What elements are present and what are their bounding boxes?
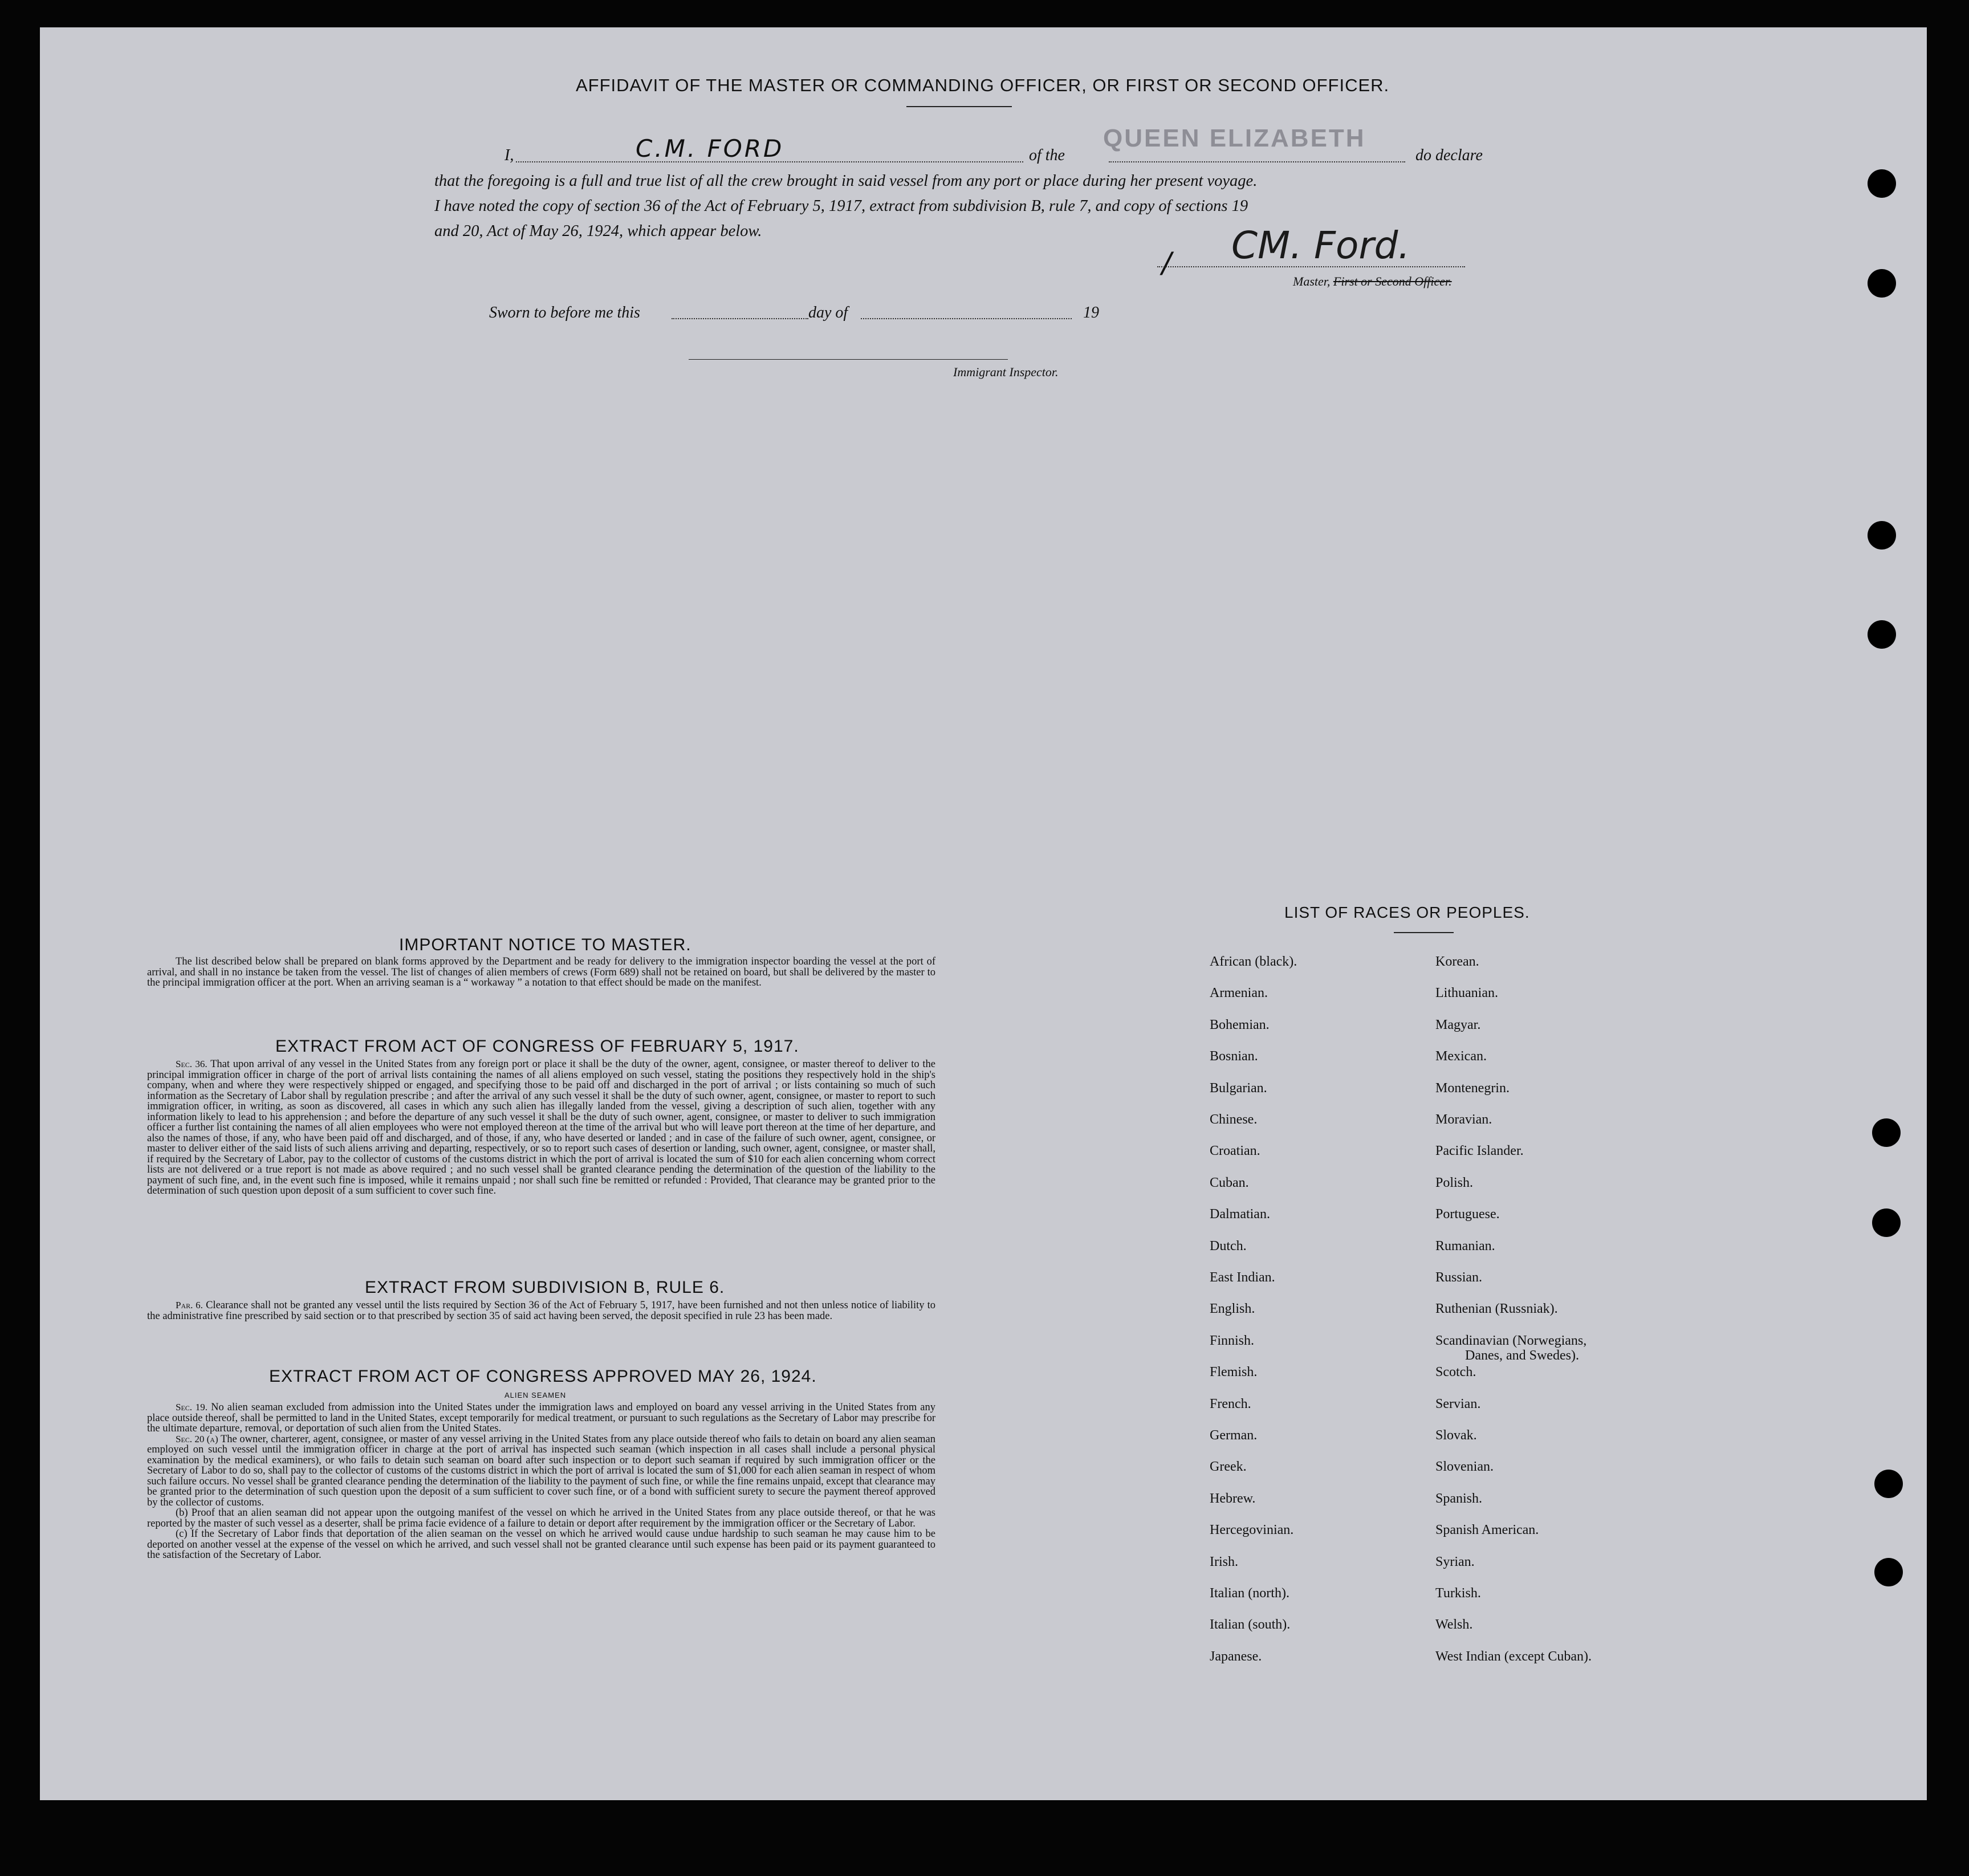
signature-tick: / [1162, 246, 1171, 279]
extract-1917-body [147, 1059, 935, 1197]
alien-seamen-subtitle: ALIEN SEAMEN [505, 1391, 567, 1399]
race-item: Armenian. [1210, 986, 1268, 1001]
race-item: Bulgarian. [1210, 1080, 1267, 1096]
race-item: East Indian. [1210, 1270, 1275, 1285]
race-item: Pacific Islander. [1435, 1143, 1524, 1159]
race-item: Flemish. [1210, 1365, 1258, 1380]
race-item: German. [1210, 1428, 1258, 1443]
race-item: Bohemian. [1210, 1017, 1270, 1032]
rule6-body [147, 1300, 935, 1321]
sec20c-label: (c) [176, 1528, 188, 1540]
extract-1917-title: EXTRACT FROM ACT OF CONGRESS OF FEBRUARY 5, 1917. [275, 1037, 799, 1056]
race-item: Spanish. [1435, 1491, 1483, 1506]
race-item: Scotch. [1435, 1365, 1476, 1380]
race-item: Scandinavian (Norwegians, [1435, 1333, 1587, 1348]
title-underline [906, 106, 1012, 107]
race-item: Hercegovinian. [1210, 1523, 1294, 1538]
race-item: Dalmatian. [1210, 1207, 1270, 1222]
extract-1924-title: EXTRACT FROM ACT OF CONGRESS APPROVED MAY 26, 1924. [269, 1367, 817, 1386]
sworn-day-line [672, 318, 808, 319]
signer-role-master: Master, [1293, 274, 1331, 288]
affidavit-line-4: and 20, Act of May 26, 1924, which appear below. [434, 222, 762, 240]
sec20c-text: If the Secretary of Labor finds that deportation of the alien seaman on the vessel on which he arrived would cause undue hardship to such seaman he may cause him to be deported on another vessel at the expense of the vessel on which he arrived, and such vessel shall not be granted clearance until such expense has been paid or its payment guaranteed to the satisfaction of the Secretary of Labor. [147, 1528, 935, 1561]
race-item: Hebrew. [1210, 1491, 1256, 1506]
sec20b-text: Proof that an alien seaman did not appear upon the outgoing manifest of the vessel on which he arrived in the United States from any place outside thereof, or that he was reported by the master of such vessel as a deserter, shall be prima facie evidence of a failure to detain or deport after requirement by the immigration officer or the Secretary of Labor. [147, 1507, 936, 1529]
sec36-label: Sec. 36. [176, 1059, 208, 1069]
race-item: Montenegrin. [1435, 1080, 1510, 1096]
race-scandinavian-continued: Danes, and Swedes). [1465, 1348, 1579, 1363]
race-item: Mexican. [1435, 1049, 1487, 1064]
punch-hole [1868, 269, 1896, 298]
signature-line [1157, 266, 1465, 267]
punch-hole [1872, 1118, 1901, 1147]
race-item: Polish. [1435, 1175, 1474, 1190]
inspector-line [689, 359, 1008, 360]
vessel-line [1109, 161, 1405, 162]
punch-hole [1874, 1558, 1903, 1586]
punch-hole [1874, 1470, 1903, 1498]
affidavit-title: AFFIDAVIT OF THE MASTER OR COMMANDING OFFICER, OR FIRST OR SECOND OFFICER. [576, 75, 1390, 95]
handwritten-name: C.M. FORD [636, 135, 784, 162]
race-item: Turkish. [1435, 1586, 1481, 1601]
punch-hole [1868, 620, 1896, 649]
race-item: Welsh. [1435, 1617, 1473, 1633]
race-item: Cuban. [1210, 1175, 1249, 1190]
sec20b-label: (b) [176, 1507, 188, 1519]
extract-1924-body [147, 1402, 935, 1561]
race-item: West Indian (except Cuban). [1435, 1649, 1592, 1664]
race-item: French. [1210, 1396, 1251, 1411]
race-item: Bosnian. [1210, 1049, 1258, 1064]
race-item: Italian (south). [1210, 1617, 1291, 1633]
affidavit-line-3: I have noted the copy of section 36 of the Act of February 5, 1917, extract from subdivision B, rule 7, and copy of sections 19 [434, 197, 1248, 215]
race-item: African (black). [1210, 954, 1297, 969]
race-item: Moravian. [1435, 1112, 1492, 1127]
race-item: Dutch. [1210, 1238, 1247, 1254]
vessel-name-stamp: QUEEN ELIZABETH [1103, 124, 1366, 152]
race-item: Korean. [1435, 954, 1479, 969]
race-item: Greek. [1210, 1459, 1247, 1475]
sworn-month-line [861, 318, 1072, 319]
signer-role-struck: First or Second Officer. [1333, 274, 1452, 288]
par6-label: Par. 6. [176, 1300, 203, 1311]
sec20a-text: The owner, charterer, agent, consignee, or master of any vessel arriving in the United States from any place outside thereof who fails to detain on board any alien seaman employed on such vessel until the immigration officer in charge at the port of arrival has inspected such seaman (which inspection in all cases shall include a personal physical examination by the medical examiners), or who fails to detain such seaman on board after such inspection or to deport such seaman if required by such immigration officer or the Secretary of Labor to do so, shall pay to the collector of customs of the customs district in which the port of arrival is located the sum of $1,000 for each alien seaman in respect of whom such failure occurs. No vessel shall be granted clearance pending the determination of the liability to the payment of such fine, or while the fine remains unpaid, except that clearance may be granted prior to the determination of such question upon the deposit of a sum sufficient to cover such fine, or of a bond with sufficient surety to secure the payment thereof approved by the collector of customs. [147, 1433, 936, 1508]
race-item: Italian (north). [1210, 1586, 1289, 1601]
notice-body [147, 957, 935, 988]
inspector-label: Immigrant Inspector. [953, 365, 1059, 379]
signer-role [1293, 274, 1452, 289]
do-declare-label: do declare [1415, 147, 1483, 164]
sec20a-label: Sec. 20 (a) [176, 1433, 218, 1444]
day-of-label: day of [808, 304, 848, 322]
punch-hole [1872, 1208, 1901, 1237]
race-item: Irish. [1210, 1554, 1238, 1569]
races-title-underline [1394, 932, 1454, 933]
race-item: Slovenian. [1435, 1459, 1494, 1475]
race-item: Slovak. [1435, 1428, 1477, 1443]
race-item: Lithuanian. [1435, 986, 1498, 1001]
par6-text: Clearance shall not be granted any vessel until the lists required by Section 36 of the Act of February 5, 1917, have been furnished and not then unless notice of liability to the administrative fine prescribed by said section or to that prescribed by section 35 of said act having been served, the deposit specified in rule 23 has been made. [147, 1300, 936, 1322]
punch-hole [1868, 169, 1896, 198]
races-title: LIST OF RACES OR PEOPLES. [1284, 904, 1530, 921]
race-item: Ruthenian (Russniak). [1435, 1301, 1558, 1317]
sec36-text: That upon arrival of any vessel in the United States from any foreign port or place it shall be the duty of the owner, agent, consignee, or master thereof to deliver to the principal immigration officer in charge of the port of arrival lists containing the names of all aliens employed on such vessel, stating the positions they respectively hold in the ship's company, when and where they were respectively shipped or engaged, and specifying those to be paid off and discharged in the port of arrival ; or lists containing so much of such information as the Secretary of Labor shall by regulation prescribe ; and after the arrival of any such vessel it shall be the duty of such owner, agent, consignee, or master to report to such immigration officer, in writing, as soon as discovered, all cases in which any such alien has illegally landed from the vessel, giving a description of such alien, together with any information likely to lead to his apprehension ; and before the departure of any such vessel it shall be the duty of such owner, agent, consignee, or master to deliver to such immigration officer a further list containing the names of all alien employees who were not employed thereon at the time of the arrival but who will leave port thereon at the time of her departure, and also the names of those, if any, who have been paid off and discharged, and of those, if any, who have deserted or landed ; and in case of the failure of such owner, agent, consignee, or master to deliver either of the said lists of such aliens arriving and departing, respectively, or so to report such cases of desertion or landing, such owner, agent, consignee, or master shall, if required by the Secretary of Labor, pay to the collector of customs of the customs district in which the port of arrival is located the sum of $10 for each alien concerning whom correct lists are not delivered or a true report is not made as above required ; and no such vessel shall be granted clearance pending the determination of the question of the liability to the payment of such fine, and, in the event such fine is imposed, while it remains unpaid ; nor shall such fine be remitted or refunded : Provided, That clearance may be granted prior to the determination of such question upon deposit of a sum sufficient to cover such fine. [147, 1059, 935, 1197]
year-label: 19 [1083, 304, 1099, 322]
sec19-label: Sec. 19. [176, 1402, 208, 1413]
signature: CM. Ford. [1231, 223, 1410, 267]
race-item: Chinese. [1210, 1112, 1258, 1127]
sworn-label: Sworn to before me this [489, 304, 640, 322]
race-item: Japanese. [1210, 1649, 1262, 1664]
race-item: Finnish. [1210, 1333, 1255, 1348]
sec19-text: No alien seaman excluded from admission into the United States under the immigration laws and employed on board any vessel arriving in the United States from any place outside thereof, shall be permitted to land in the United States, except temporarily for medical treatment, or pursuant to such regulations as the Secretary of Labor may prescribe for the ultimate departure, removal, or deportation of such alien from the United States. [147, 1402, 936, 1434]
race-item: Spanish American. [1435, 1523, 1539, 1538]
notice-title: IMPORTANT NOTICE TO MASTER. [399, 935, 691, 954]
race-item: English. [1210, 1301, 1255, 1317]
affidavit-line-2: that the foregoing is a full and true list of all the crew brought in said vessel from any port or place during her present voyage. [434, 172, 1258, 190]
race-item: Syrian. [1435, 1554, 1475, 1569]
race-item: Croatian. [1210, 1143, 1260, 1159]
rule6-title: EXTRACT FROM SUBDIVISION B, RULE 6. [365, 1278, 725, 1297]
race-item: Portuguese. [1435, 1207, 1500, 1222]
race-item: Rumanian. [1435, 1238, 1495, 1254]
punch-hole [1868, 521, 1896, 550]
notice-text: The list described below shall be prepared on blank forms approved by the Department and be ready for delivery to the immigration inspector boarding the vessel at the port of arrival, and shall in no instance be taken from the vessel. The list of changes of alien members of crews (Form 689) shall not be retained on board, but shall be delivered by the master to the principal immigration officer at the port. When an arriving seaman is a “ workaway ” a notation to that effect should be made on the manifest. [147, 956, 935, 988]
race-item: Russian. [1435, 1270, 1483, 1285]
of-the-label: of the [1029, 147, 1065, 164]
race-item: Servian. [1435, 1396, 1481, 1411]
affidavit-i-label: I, [505, 147, 514, 164]
race-item: Magyar. [1435, 1017, 1481, 1032]
